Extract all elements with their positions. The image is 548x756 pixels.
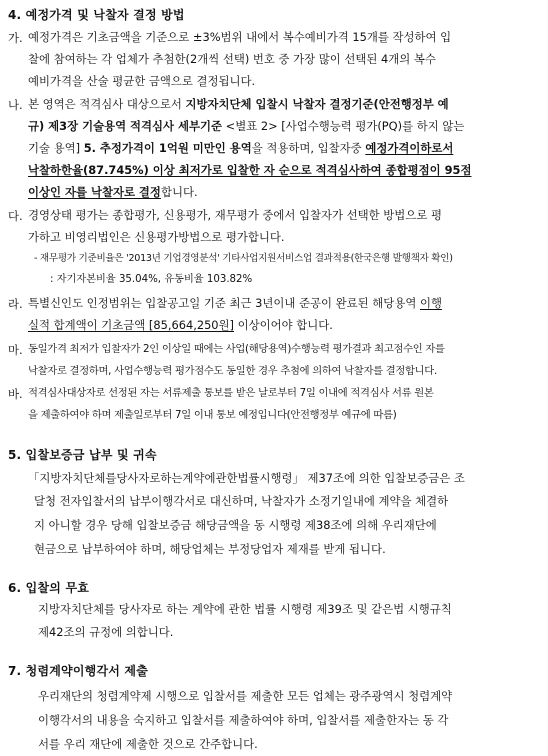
section-6-line-1: 지방자치단체를 당사자로 하는 계약에 관한 법률 시행령 제39조 및 같은법 시행규칙 bbox=[38, 602, 452, 616]
section-7-line-2: 이행각서의 내용을 숙지하고 입찰서를 제출하여야 하며, 입찰서를 제출한자는 동 각 bbox=[38, 713, 449, 727]
item-na-estimate-bold: 5. 추정가격이 1억원 미만인 용역 bbox=[83, 141, 252, 155]
section-4-title: 4. 예정가격 및 낙찰자 결정 방법 bbox=[8, 8, 185, 22]
item-ma-line-1: 동일가격 최저가 입찰자가 2인 이상일 때에는 사업(해당용역)수행능력 평가결과 최고점수인 자를 bbox=[28, 343, 445, 355]
item-na-line-2 bbox=[28, 119, 464, 133]
item-ba-line-1: 적격심사대상자로 선정된 자는 서류제출 통보를 받은 날로부터 7일 이내에 적격심사 서류 원본 bbox=[28, 387, 434, 399]
item-da-line-1: 경영상태 평가는 종합평가, 신용평가, 재무평가 중에서 입찰자가 선택한 방법으로 평 bbox=[28, 208, 442, 222]
section-7-line-1: 우리재단의 청렴계약제 시행으로 입찰서를 제출한 모든 업체는 광주광역시 청렴계약 bbox=[38, 689, 453, 703]
item-ra-text: 특별신인도 인정범위는 입찰공고일 기준 최근 3년이내 준공이 완료된 해당용역 bbox=[28, 296, 420, 310]
item-na-underline-3: 이상인 자를 낙찰자로 결정 bbox=[28, 185, 161, 199]
item-ga-line-3: 예비가격을 산술 평균한 금액으로 결정됩니다. bbox=[28, 74, 256, 88]
item-na-text-4: 을 적용하며, 입찰자중 bbox=[251, 141, 366, 155]
item-na-criteria-bold-2: 규) 제3장 기술용역 적격심사 세부기준 bbox=[28, 119, 223, 133]
item-da-sub-2: : 자기자본비율 35.04%, 유동비율 103.82% bbox=[50, 274, 253, 285]
item-na-criteria-bold: 지방자치단체 입찰시 낙찰자 결정기준(안전행정부 예 bbox=[185, 97, 449, 111]
item-na-line-3 bbox=[28, 141, 453, 155]
item-da-line-2: 가하고 비영리법인은 신용평가방법으로 평가합니다. bbox=[28, 230, 285, 244]
section-6-line-2: 제42조의 규정에 의합니다. bbox=[38, 625, 174, 639]
item-ma-line-2: 낙찰자로 결정하며, 사업수행능력 평가점수도 동일한 경우 추첨에 의하여 낙찰자를 결정합니다. bbox=[28, 365, 437, 377]
item-ra-underline-1: 이행 bbox=[419, 296, 442, 310]
item-ma-label: 마. bbox=[8, 343, 23, 357]
item-na-text-5: 합니다. bbox=[160, 185, 198, 199]
item-na-line-4 bbox=[28, 163, 471, 177]
item-ba-line-2: 을 제출하여야 하며 제출일로부터 7일 이내 통보 예정입니다(안전행정부 예규에 따름) bbox=[28, 409, 397, 421]
item-ra-amount: 실적 합계액이 기초금액 [85,664,250원] bbox=[28, 318, 235, 332]
item-da-sub-1: - 재무평가 기준비율은 '2013년 기업경영분석' 기타사업지원서비스업 결과적용(한국은행 발행책자 확인) bbox=[34, 253, 453, 264]
item-na-label: 나. bbox=[8, 98, 23, 112]
item-na-line-5 bbox=[28, 185, 198, 199]
section-7-title: 7. 청렴계약이행각서 제출 bbox=[8, 664, 148, 678]
item-na-text: 본 영역은 적격심사 대상으로서 bbox=[28, 97, 186, 111]
item-ga-line-1: 예정가격은 기초금액을 기준으로 ±3%범위 내에서 복수예비가격 15개를 작성하여 입 bbox=[28, 30, 452, 44]
item-na-underline-1: 예정가격이하로서 bbox=[365, 141, 454, 155]
item-ra-text-2: 이상이어야 합니다. bbox=[234, 318, 333, 332]
section-6-title: 6. 입찰의 무효 bbox=[8, 581, 90, 595]
item-na-text-3: 기술 용역] bbox=[28, 141, 84, 155]
item-ra-label: 라. bbox=[8, 297, 23, 311]
item-ga-line-2: 찰에 참여하는 각 업체가 추첨한(2개씩 선택) 번호 중 가장 많이 선택된 4개의 복수 bbox=[28, 52, 436, 66]
item-na-line-1 bbox=[28, 97, 449, 111]
section-7-line-3: 서를 우리 재단에 제출한 것으로 간주합니다. bbox=[38, 737, 258, 751]
item-ga-label: 가. bbox=[8, 31, 23, 45]
section-5-line-3: 지 아니할 경우 당해 입찰보증금 해당금액을 동 시행령 제38조에 의해 우리재단에 bbox=[34, 518, 437, 532]
item-ba-label: 바. bbox=[8, 387, 23, 401]
section-5-title: 5. 입찰보증금 납부 및 귀속 bbox=[8, 448, 157, 462]
item-na-underline-2: 이상 최저가로 입찰한 자 순으로 적격심사하여 종합평점이 95점 bbox=[148, 163, 472, 177]
section-5-line-1: 「지방자치단체를당사자로하는계약에관한법률시행령」 제37조에 의한 입찰보증금은 조 bbox=[28, 471, 465, 485]
item-da-label: 다. bbox=[8, 209, 23, 223]
section-5-line-4: 현금으로 납부하여야 하며, 해당업체는 부정당업자 제재를 받게 됩니다. bbox=[34, 542, 386, 556]
item-ra-line-2 bbox=[28, 318, 333, 332]
item-na-text-2: <별표 2> [사업수행능력 평가(PQ)를 하지 않는 bbox=[222, 119, 465, 133]
section-5-line-2: 달청 전자입찰서의 납부이행각서로 대신하며, 낙찰자가 소정기일내에 계약을 체결하 bbox=[34, 494, 449, 508]
item-na-rate: 낙찰하한율(87.745%) bbox=[28, 163, 149, 177]
item-ra-line-1 bbox=[28, 296, 442, 310]
